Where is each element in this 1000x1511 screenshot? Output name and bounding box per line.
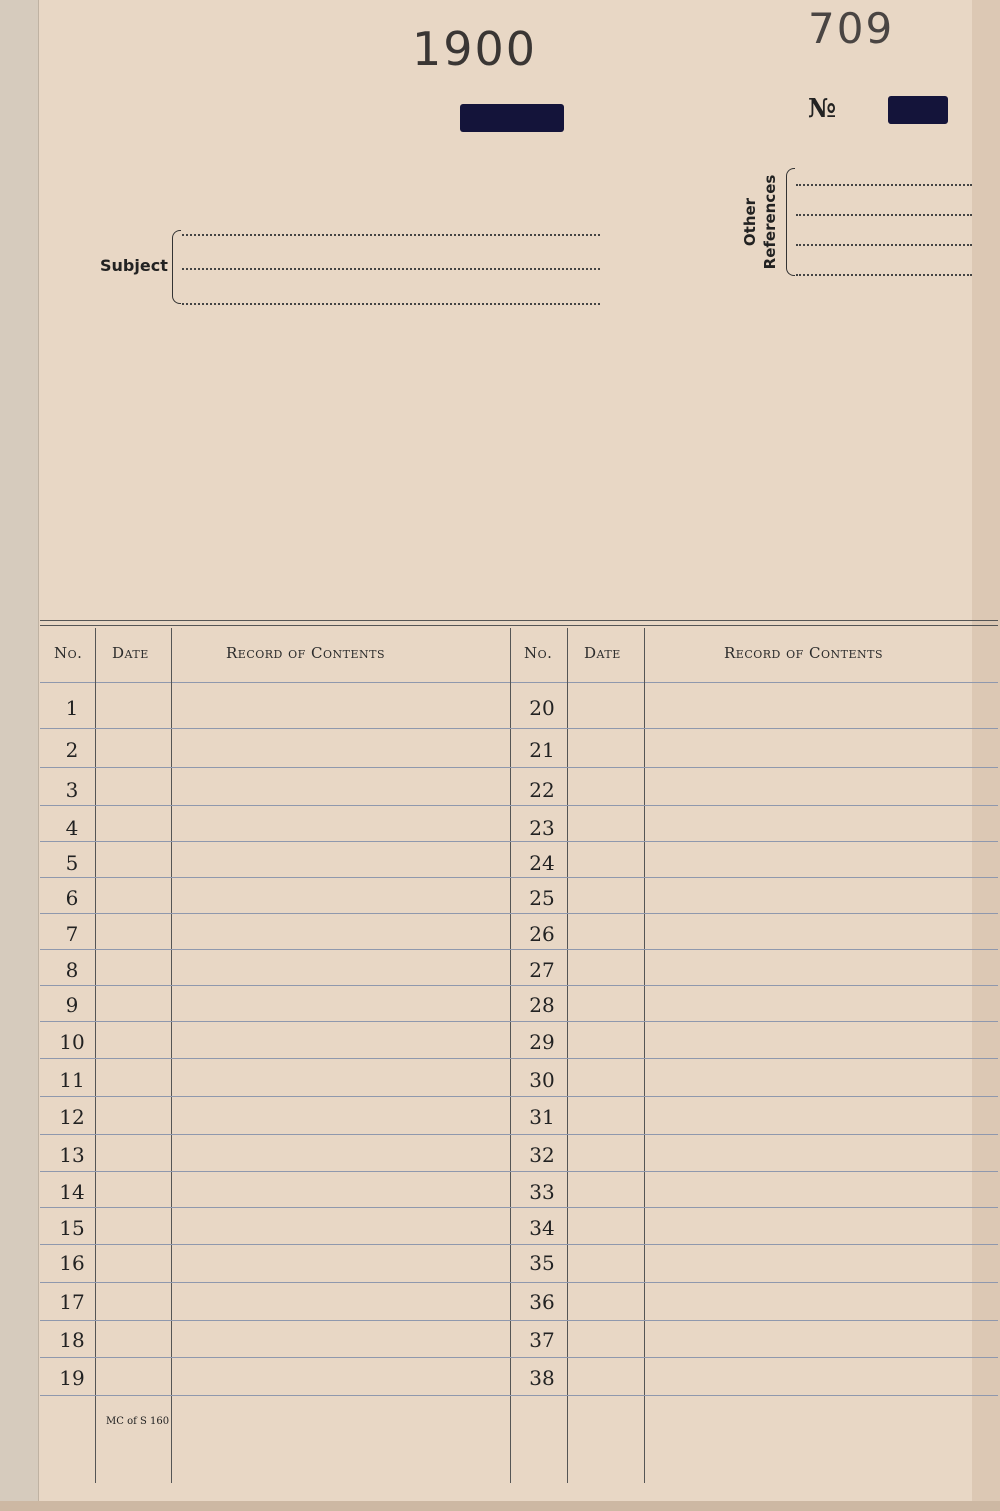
row-rule: [40, 1058, 998, 1059]
row-number: 2: [65, 738, 79, 762]
table-top-rule: [40, 625, 998, 626]
row-rule: [40, 1096, 998, 1097]
table-top-rule: [40, 620, 998, 621]
column-header-no: No.: [54, 644, 83, 662]
column-header-date: Date: [112, 644, 149, 662]
row-number: 23: [529, 816, 555, 840]
reference-line[interactable]: [796, 274, 972, 276]
row-number: 18: [59, 1328, 85, 1352]
row-number: 9: [65, 993, 79, 1017]
row-number: 5: [65, 851, 79, 875]
row-number: 27: [529, 958, 555, 982]
row-rule: [40, 1244, 998, 1245]
row-number: 26: [529, 922, 555, 946]
column-divider: [171, 628, 172, 1483]
row-number: 21: [529, 738, 555, 762]
table-header-rule: [40, 682, 998, 683]
row-rule: [40, 1357, 998, 1358]
row-number: 37: [529, 1328, 555, 1352]
row-number: 30: [529, 1068, 555, 1092]
row-number: 24: [529, 851, 555, 875]
row-number: 35: [529, 1251, 555, 1275]
row-rule: [40, 728, 998, 729]
row-rule: [40, 949, 998, 950]
column-header-no: No.: [524, 644, 553, 662]
subject-line[interactable]: [182, 234, 600, 236]
row-number: 1: [65, 696, 79, 720]
row-rule: [40, 1320, 998, 1321]
row-number: 3: [65, 778, 79, 802]
row-rule: [40, 841, 998, 842]
redaction-mark: [888, 96, 948, 124]
row-number: 28: [529, 993, 555, 1017]
row-number: 14: [59, 1180, 85, 1204]
row-rule: [40, 913, 998, 914]
row-rule: [40, 805, 998, 806]
number-label: №: [808, 94, 837, 124]
row-rule: [40, 1171, 998, 1172]
column-divider: [644, 628, 645, 1483]
row-rule: [40, 877, 998, 878]
row-number: 32: [529, 1143, 555, 1167]
row-rule: [40, 767, 998, 768]
reference-line[interactable]: [796, 214, 972, 216]
row-rule: [40, 1282, 998, 1283]
subject-brace: [172, 230, 181, 304]
references-brace: [786, 168, 795, 276]
row-number: 16: [59, 1251, 85, 1275]
column-header-date: Date: [584, 644, 621, 662]
row-number: 4: [65, 816, 79, 840]
row-number: 31: [529, 1105, 555, 1129]
row-number: 22: [529, 778, 555, 802]
row-rule: [40, 985, 998, 986]
other-references-label: [740, 172, 790, 272]
column-header-record: Record of Contents: [724, 644, 884, 662]
row-number: 33: [529, 1180, 555, 1204]
file-number-stamp: 709: [808, 4, 895, 53]
row-rule: [40, 1207, 998, 1208]
row-number: 15: [59, 1216, 85, 1240]
form-code: MC of S 160: [106, 1416, 170, 1427]
year-stamp: 1900: [412, 22, 538, 76]
other-references-line1: Other: [741, 197, 759, 247]
row-number: 25: [529, 886, 555, 910]
reference-line[interactable]: [796, 184, 972, 186]
column-header-record: Record of Contents: [226, 644, 386, 662]
row-number: 7: [65, 922, 79, 946]
row-rule: [40, 1021, 998, 1022]
row-number: 10: [59, 1030, 85, 1054]
page-edge: [972, 0, 1000, 1511]
subject-label: Subject: [100, 256, 168, 275]
row-number: 11: [59, 1068, 85, 1092]
subject-line[interactable]: [182, 303, 600, 305]
row-number: 36: [529, 1290, 555, 1314]
row-number: 34: [529, 1216, 555, 1240]
row-number: 6: [65, 886, 79, 910]
row-number: 8: [65, 958, 79, 982]
row-rule: [40, 1395, 998, 1396]
column-divider: [510, 628, 511, 1483]
page-bottom-edge: [0, 1501, 1000, 1511]
redaction-mark: [460, 104, 564, 132]
row-number: 12: [59, 1105, 85, 1129]
row-number: 20: [529, 696, 555, 720]
row-number: 29: [529, 1030, 555, 1054]
row-rule: [40, 1134, 998, 1135]
row-number: 38: [529, 1366, 555, 1390]
row-number: 17: [59, 1290, 85, 1314]
reference-line[interactable]: [796, 244, 972, 246]
subject-line[interactable]: [182, 268, 600, 270]
spine-binding: [0, 0, 39, 1511]
row-number: 13: [59, 1143, 85, 1167]
other-references-line2: References: [761, 174, 779, 270]
row-number: 19: [59, 1366, 85, 1390]
